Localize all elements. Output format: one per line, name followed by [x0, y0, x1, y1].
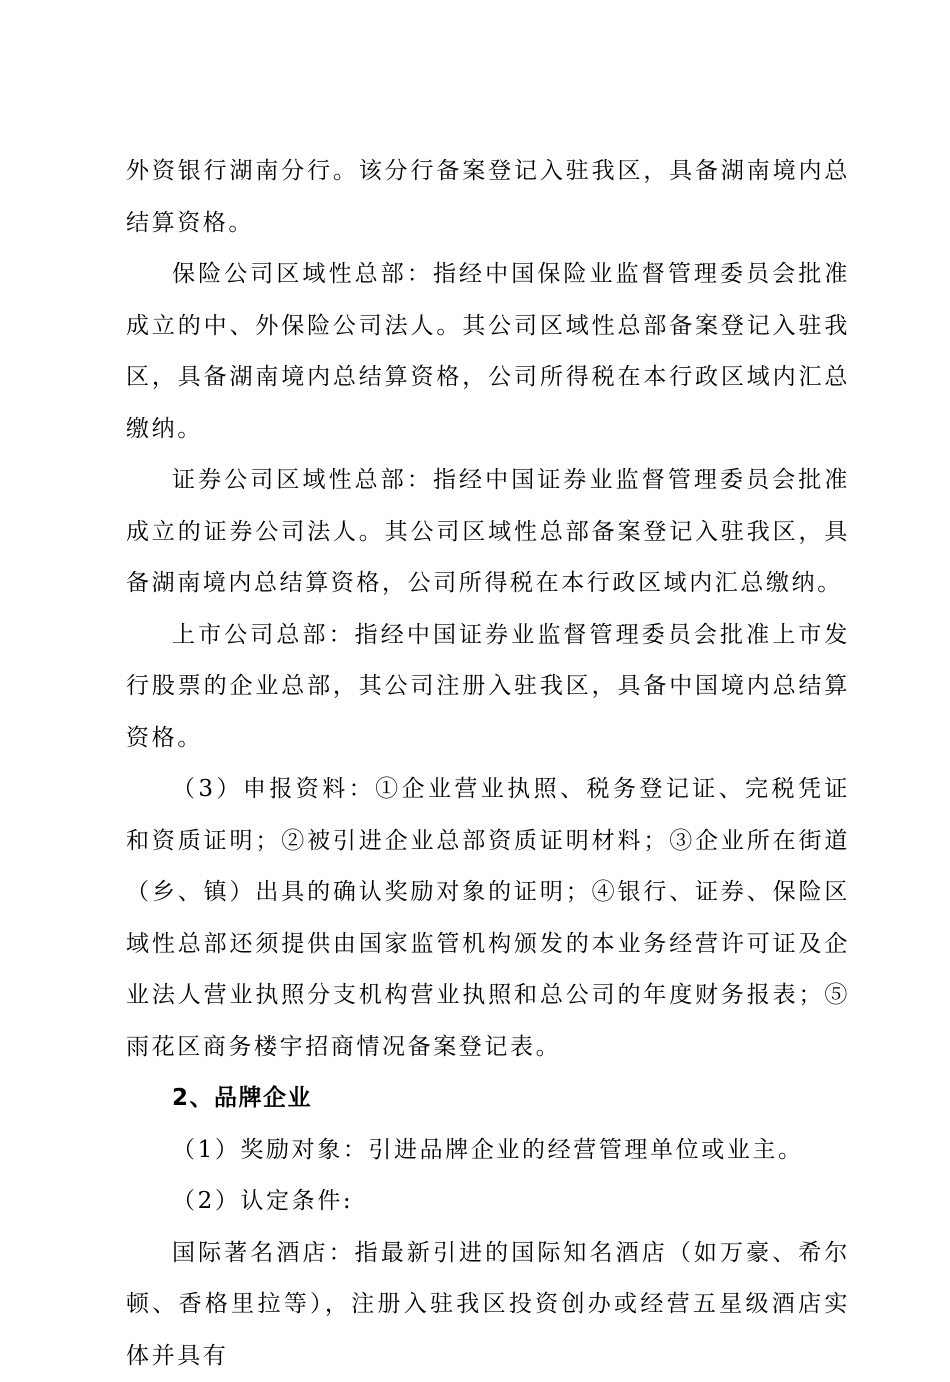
paragraph-qualification-conditions: （2）认定条件:: [126, 1176, 850, 1228]
paragraph-foreign-bank-continuation: 外资银行湖南分行。该分行备案登记入驻我区，具备湖南境内总结算资格。: [126, 146, 850, 249]
paragraph-international-hotels: 国际著名酒店：指最新引进的国际知名酒店（如万豪、希尔顿、香格里拉等），注册入驻我区投资创办或经营五星级酒店实体并具有: [126, 1228, 850, 1382]
paragraph-listed-company-hq: 上市公司总部：指经中国证券业监督管理委员会批准上市发行股票的企业总部，其公司注册入驻我区，具备中国境内总结算资格。: [126, 610, 850, 765]
paragraph-application-materials: （3）申报资料：①企业营业执照、税务登记证、完税凭证和资质证明；②被引进企业总部资质证明材料；③企业所在街道（乡、镇）出具的确认奖励对象的证明；④银行、证券、保险区域性总部还须提供由国家监管机构颁发的本业务经营许可证及企业法人营业执照分支机构营业执照和总公司的年度财务报表；⑤雨花区商务楼宇招商情况备案登记表。: [126, 764, 850, 1073]
paragraph-reward-target: （1）奖励对象：引进品牌企业的经营管理单位或业主。: [126, 1125, 850, 1177]
paragraph-insurance-regional-hq: 保险公司区域性总部：指经中国保险业监督管理委员会批准成立的中、外保险公司法人。其公司区域性总部备案登记入驻我区，具备湖南境内总结算资格，公司所得税在本行政区域内汇总缴纳。: [126, 249, 850, 455]
document-body: [126, 146, 850, 1382]
paragraph-securities-regional-hq: 证券公司区域性总部：指经中国证券业监督管理委员会批准成立的证券公司法人。其公司区域性总部备案登记入驻我区，具备湖南境内总结算资格，公司所得税在本行政区域内汇总缴纳。: [126, 455, 850, 610]
section-heading-brand-enterprises: 2、品牌企业: [126, 1073, 850, 1125]
